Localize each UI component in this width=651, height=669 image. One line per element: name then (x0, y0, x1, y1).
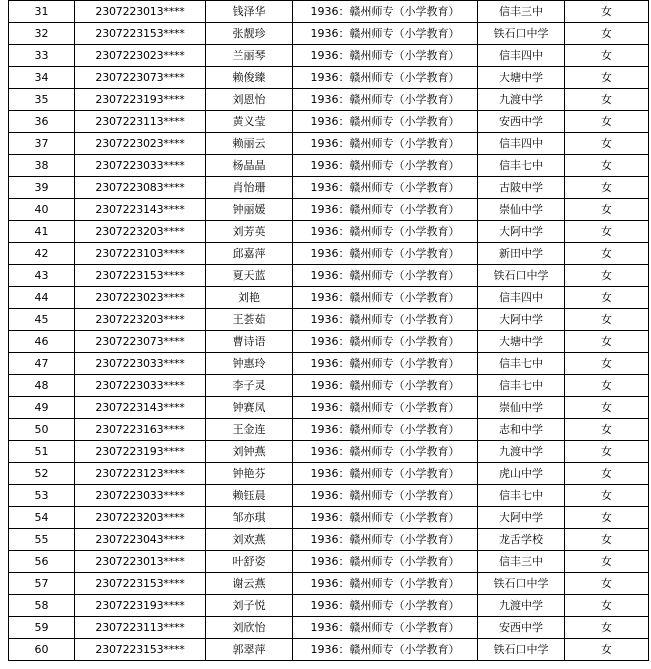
exam-id-cell: 2307223073**** (75, 67, 206, 89)
major-cell: 1936：赣州师专（小学教育） (293, 617, 478, 639)
gender-cell: 女 (565, 1, 649, 23)
table-row (9, 155, 649, 177)
row-number-cell: 58 (9, 595, 75, 617)
exam-id-cell: 2307223023**** (75, 45, 206, 67)
table-row (9, 639, 649, 661)
student-name-cell: 郭翠萍 (206, 639, 293, 661)
major-cell: 1936：赣州师专（小学教育） (293, 485, 478, 507)
gender-cell: 女 (565, 45, 649, 67)
school-cell: 龙舌学校 (478, 529, 565, 551)
gender-cell: 女 (565, 529, 649, 551)
student-name-cell: 赖丽云 (206, 133, 293, 155)
row-number-cell: 37 (9, 133, 75, 155)
student-name-cell: 曹诗语 (206, 331, 293, 353)
school-cell: 九渡中学 (478, 441, 565, 463)
exam-id-cell: 2307223013**** (75, 1, 206, 23)
school-cell: 信丰七中 (478, 353, 565, 375)
major-cell: 1936：赣州师专（小学教育） (293, 507, 478, 529)
table-row (9, 243, 649, 265)
student-name-cell: 王金连 (206, 419, 293, 441)
gender-cell: 女 (565, 397, 649, 419)
exam-id-cell: 2307223033**** (75, 155, 206, 177)
gender-cell: 女 (565, 199, 649, 221)
table-row (9, 67, 649, 89)
exam-id-cell: 2307223203**** (75, 221, 206, 243)
row-number-cell: 52 (9, 463, 75, 485)
row-number-cell: 59 (9, 617, 75, 639)
major-cell: 1936：赣州师专（小学教育） (293, 419, 478, 441)
school-cell: 信丰四中 (478, 287, 565, 309)
table-row (9, 375, 649, 397)
major-cell: 1936：赣州师专（小学教育） (293, 573, 478, 595)
student-name-cell: 谢云燕 (206, 573, 293, 595)
major-cell: 1936：赣州师专（小学教育） (293, 155, 478, 177)
school-cell: 信丰三中 (478, 551, 565, 573)
major-cell: 1936：赣州师专（小学教育） (293, 265, 478, 287)
major-cell: 1936：赣州师专（小学教育） (293, 133, 478, 155)
gender-cell: 女 (565, 419, 649, 441)
school-cell: 崇仙中学 (478, 199, 565, 221)
school-cell: 崇仙中学 (478, 397, 565, 419)
exam-id-cell: 2307223163**** (75, 419, 206, 441)
student-name-cell: 刘欣怡 (206, 617, 293, 639)
row-number-cell: 56 (9, 551, 75, 573)
table-row (9, 595, 649, 617)
student-name-cell: 赖钰晨 (206, 485, 293, 507)
exam-id-cell: 2307223103**** (75, 243, 206, 265)
row-number-cell: 60 (9, 639, 75, 661)
exam-id-cell: 2307223113**** (75, 617, 206, 639)
major-cell: 1936：赣州师专（小学教育） (293, 353, 478, 375)
student-name-cell: 杨晶晶 (206, 155, 293, 177)
row-number-cell: 50 (9, 419, 75, 441)
row-number-cell: 45 (9, 309, 75, 331)
gender-cell: 女 (565, 265, 649, 287)
student-name-cell: 王荟茹 (206, 309, 293, 331)
major-cell: 1936：赣州师专（小学教育） (293, 89, 478, 111)
row-number-cell: 55 (9, 529, 75, 551)
exam-id-cell: 2307223153**** (75, 265, 206, 287)
row-number-cell: 32 (9, 23, 75, 45)
school-cell: 古陂中学 (478, 177, 565, 199)
major-cell: 1936：赣州师专（小学教育） (293, 1, 478, 23)
table-row (9, 617, 649, 639)
school-cell: 大阿中学 (478, 507, 565, 529)
gender-cell: 女 (565, 177, 649, 199)
major-cell: 1936：赣州师专（小学教育） (293, 551, 478, 573)
school-cell: 九渡中学 (478, 89, 565, 111)
student-name-cell: 刘艳 (206, 287, 293, 309)
major-cell: 1936：赣州师专（小学教育） (293, 309, 478, 331)
student-name-cell: 钟惠玲 (206, 353, 293, 375)
gender-cell: 女 (565, 375, 649, 397)
school-cell: 志和中学 (478, 419, 565, 441)
exam-id-cell: 2307223113**** (75, 111, 206, 133)
student-name-cell: 张靓珍 (206, 23, 293, 45)
row-number-cell: 38 (9, 155, 75, 177)
exam-id-cell: 2307223203**** (75, 507, 206, 529)
table-row (9, 419, 649, 441)
row-number-cell: 41 (9, 221, 75, 243)
table-row (9, 111, 649, 133)
student-name-cell: 刘恩怡 (206, 89, 293, 111)
row-number-cell: 36 (9, 111, 75, 133)
row-number-cell: 43 (9, 265, 75, 287)
row-number-cell: 40 (9, 199, 75, 221)
major-cell: 1936：赣州师专（小学教育） (293, 221, 478, 243)
row-number-cell: 49 (9, 397, 75, 419)
school-cell: 信丰七中 (478, 375, 565, 397)
table-row (9, 1, 649, 23)
table-row (9, 397, 649, 419)
table-row (9, 23, 649, 45)
school-cell: 安西中学 (478, 617, 565, 639)
table-row (9, 133, 649, 155)
row-number-cell: 53 (9, 485, 75, 507)
student-name-cell: 刘欢燕 (206, 529, 293, 551)
major-cell: 1936：赣州师专（小学教育） (293, 397, 478, 419)
row-number-cell: 47 (9, 353, 75, 375)
school-cell: 大阿中学 (478, 221, 565, 243)
student-name-cell: 钟丽媛 (206, 199, 293, 221)
school-cell: 铁石口中学 (478, 639, 565, 661)
gender-cell: 女 (565, 551, 649, 573)
table-row (9, 551, 649, 573)
student-name-cell: 钟赛凤 (206, 397, 293, 419)
exam-id-cell: 2307223043**** (75, 529, 206, 551)
table-row (9, 353, 649, 375)
school-cell: 九渡中学 (478, 595, 565, 617)
exam-id-cell: 2307223083**** (75, 177, 206, 199)
school-cell: 铁石口中学 (478, 573, 565, 595)
major-cell: 1936：赣州师专（小学教育） (293, 243, 478, 265)
school-cell: 大阿中学 (478, 309, 565, 331)
major-cell: 1936：赣州师专（小学教育） (293, 111, 478, 133)
table-row (9, 221, 649, 243)
exam-id-cell: 2307223153**** (75, 639, 206, 661)
exam-id-cell: 2307223193**** (75, 441, 206, 463)
exam-id-cell: 2307223153**** (75, 573, 206, 595)
school-cell: 安西中学 (478, 111, 565, 133)
row-number-cell: 34 (9, 67, 75, 89)
exam-id-cell: 2307223193**** (75, 595, 206, 617)
school-cell: 大塘中学 (478, 331, 565, 353)
student-name-cell: 叶舒姿 (206, 551, 293, 573)
major-cell: 1936：赣州师专（小学教育） (293, 441, 478, 463)
table-row (9, 177, 649, 199)
gender-cell: 女 (565, 133, 649, 155)
exam-id-cell: 2307223203**** (75, 309, 206, 331)
exam-id-cell: 2307223013**** (75, 551, 206, 573)
school-cell: 铁石口中学 (478, 23, 565, 45)
table-row (9, 529, 649, 551)
row-number-cell: 46 (9, 331, 75, 353)
major-cell: 1936：赣州师专（小学教育） (293, 45, 478, 67)
gender-cell: 女 (565, 353, 649, 375)
exam-id-cell: 2307223193**** (75, 89, 206, 111)
gender-cell: 女 (565, 111, 649, 133)
gender-cell: 女 (565, 23, 649, 45)
table-row (9, 309, 649, 331)
exam-id-cell: 2307223023**** (75, 133, 206, 155)
major-cell: 1936：赣州师专（小学教育） (293, 595, 478, 617)
exam-id-cell: 2307223033**** (75, 485, 206, 507)
table-row (9, 573, 649, 595)
student-name-cell: 李子灵 (206, 375, 293, 397)
row-number-cell: 42 (9, 243, 75, 265)
table-row (9, 265, 649, 287)
table-row (9, 463, 649, 485)
table-row (9, 89, 649, 111)
school-cell: 大塘中学 (478, 67, 565, 89)
gender-cell: 女 (565, 221, 649, 243)
school-cell: 虎山中学 (478, 463, 565, 485)
student-name-cell: 邱嘉萍 (206, 243, 293, 265)
major-cell: 1936：赣州师专（小学教育） (293, 23, 478, 45)
table-row (9, 507, 649, 529)
gender-cell: 女 (565, 155, 649, 177)
gender-cell: 女 (565, 441, 649, 463)
school-cell: 信丰七中 (478, 485, 565, 507)
major-cell: 1936：赣州师专（小学教育） (293, 199, 478, 221)
gender-cell: 女 (565, 485, 649, 507)
table-row (9, 45, 649, 67)
exam-id-cell: 2307223073**** (75, 331, 206, 353)
student-name-cell: 兰丽琴 (206, 45, 293, 67)
gender-cell: 女 (565, 309, 649, 331)
exam-id-cell: 2307223143**** (75, 397, 206, 419)
student-name-cell: 邹亦琪 (206, 507, 293, 529)
student-name-cell: 刘芳英 (206, 221, 293, 243)
major-cell: 1936：赣州师专（小学教育） (293, 331, 478, 353)
major-cell: 1936：赣州师专（小学教育） (293, 463, 478, 485)
student-name-cell: 黄义莹 (206, 111, 293, 133)
table-row (9, 485, 649, 507)
gender-cell: 女 (565, 463, 649, 485)
school-cell: 信丰七中 (478, 155, 565, 177)
student-name-cell: 钱泽华 (206, 1, 293, 23)
student-name-cell: 赖俊臻 (206, 67, 293, 89)
gender-cell: 女 (565, 67, 649, 89)
exam-id-cell: 2307223033**** (75, 353, 206, 375)
row-number-cell: 44 (9, 287, 75, 309)
student-name-cell: 刘钟燕 (206, 441, 293, 463)
major-cell: 1936：赣州师专（小学教育） (293, 287, 478, 309)
school-cell: 信丰四中 (478, 133, 565, 155)
exam-id-cell: 2307223153**** (75, 23, 206, 45)
admission-list-table (8, 0, 649, 661)
row-number-cell: 48 (9, 375, 75, 397)
student-name-cell: 刘子悦 (206, 595, 293, 617)
gender-cell: 女 (565, 243, 649, 265)
major-cell: 1936：赣州师专（小学教育） (293, 67, 478, 89)
row-number-cell: 54 (9, 507, 75, 529)
exam-id-cell: 2307223123**** (75, 463, 206, 485)
gender-cell: 女 (565, 573, 649, 595)
row-number-cell: 51 (9, 441, 75, 463)
school-cell: 信丰四中 (478, 45, 565, 67)
table-body (9, 1, 649, 661)
row-number-cell: 33 (9, 45, 75, 67)
row-number-cell: 57 (9, 573, 75, 595)
major-cell: 1936：赣州师专（小学教育） (293, 177, 478, 199)
student-name-cell: 钟艳芬 (206, 463, 293, 485)
exam-id-cell: 2307223023**** (75, 287, 206, 309)
row-number-cell: 39 (9, 177, 75, 199)
gender-cell: 女 (565, 331, 649, 353)
exam-id-cell: 2307223033**** (75, 375, 206, 397)
school-cell: 铁石口中学 (478, 265, 565, 287)
row-number-cell: 35 (9, 89, 75, 111)
table-row (9, 287, 649, 309)
table-row (9, 441, 649, 463)
gender-cell: 女 (565, 595, 649, 617)
major-cell: 1936：赣州师专（小学教育） (293, 375, 478, 397)
gender-cell: 女 (565, 507, 649, 529)
school-cell: 信丰三中 (478, 1, 565, 23)
major-cell: 1936：赣州师专（小学教育） (293, 529, 478, 551)
gender-cell: 女 (565, 89, 649, 111)
school-cell: 新田中学 (478, 243, 565, 265)
row-number-cell: 31 (9, 1, 75, 23)
gender-cell: 女 (565, 639, 649, 661)
exam-id-cell: 2307223143**** (75, 199, 206, 221)
gender-cell: 女 (565, 617, 649, 639)
table-row (9, 199, 649, 221)
gender-cell: 女 (565, 287, 649, 309)
student-name-cell: 肖怡珊 (206, 177, 293, 199)
table-row (9, 331, 649, 353)
major-cell: 1936：赣州师专（小学教育） (293, 639, 478, 661)
student-name-cell: 夏天蓝 (206, 265, 293, 287)
